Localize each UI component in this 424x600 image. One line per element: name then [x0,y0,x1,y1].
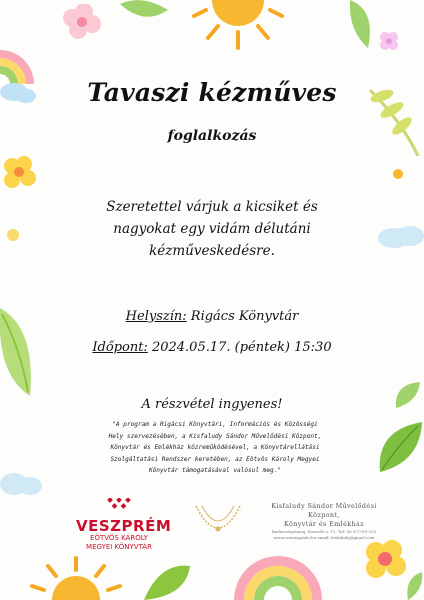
kisfaludy-center-logo [256,502,392,541]
veszprem-crest-icon [106,498,132,512]
quote-line: Hely szervezésében, a Kisfaludy Sándor Művelődési Központ, [108,432,322,440]
location-line [0,309,424,324]
quote-line: Könyvtár és Emlékház közreműködésével, a Könyvtárellátási [110,444,320,452]
veszprem-sub-line: EÖTVÖS KÁROLY [90,534,148,542]
flyer-title: Tavaszi kézműves [87,78,337,107]
sponsor-quote [84,419,346,477]
bottom-rainbow-icon [232,556,324,600]
kisfaludy-web: www.szomegyinfo.hu email: kisfaludy@gmail.com [273,535,375,540]
invitation-line: kézműveskedésre. [149,243,275,259]
bottom-sun-icon [30,554,122,600]
invitation-line: Szeretettel várjuk a kicsiket és [106,199,318,215]
left-dot-icon [6,228,20,242]
right-leaf-icon [372,418,424,474]
veszprem-name: VESZPRÉM [76,517,172,535]
right-dot-icon [392,168,404,180]
kisfaludy-address: Badacsonytomaj, Kossuth u. 11. Tel: 06 87/700-293 [271,529,376,534]
top-right-leaf-icon [346,0,376,50]
time-label: Időpont: [92,340,148,355]
time-value: 2024.05.17. (péntek) 15:30 [151,340,332,355]
flyer-subtitle: foglalkozás [167,128,257,144]
veszprem-library-logo [76,497,172,552]
time-line [0,340,424,355]
free-entry-note: A részvétel ingyenes! [141,397,283,412]
left-flower-icon [0,154,40,194]
bottom-right-flower-icon [362,538,410,584]
veszprem-sub-line: MEGYEI KÖNYVTÁR [86,543,152,551]
location-label: Helyszín: [125,309,187,324]
kisfaludy-name: Kisfaludy Sándor Művelődési Központ, [271,502,377,519]
quote-line: "A program a Rigácsi Könyvtári, Információs és Közösségi [112,421,318,428]
necklace-emblem-icon [190,502,246,542]
top-sun-icon [192,0,284,56]
top-leaf-icon [118,0,172,30]
invitation-line: nagyokat egy vidám délutáni [113,221,311,237]
right-cloud-icon [376,224,424,250]
right-small-flower-icon [378,30,400,52]
bottom-right-leaf-icon [404,572,424,600]
kisfaludy-sub: Könyvtár és Emlékház [283,520,365,528]
location-value: Rigács Könyvtár [190,309,299,324]
left-cloud-icon [0,468,44,498]
quote-line: Szolgáltatási Rendszer keretében, az Eötvös Károly Megyei [110,455,320,463]
top-left-flower-icon [62,4,108,44]
bottom-leaf-icon [140,560,194,600]
invitation-text [92,196,332,262]
quote-line: Könyvtár támogatásával valósul meg." [148,467,282,475]
